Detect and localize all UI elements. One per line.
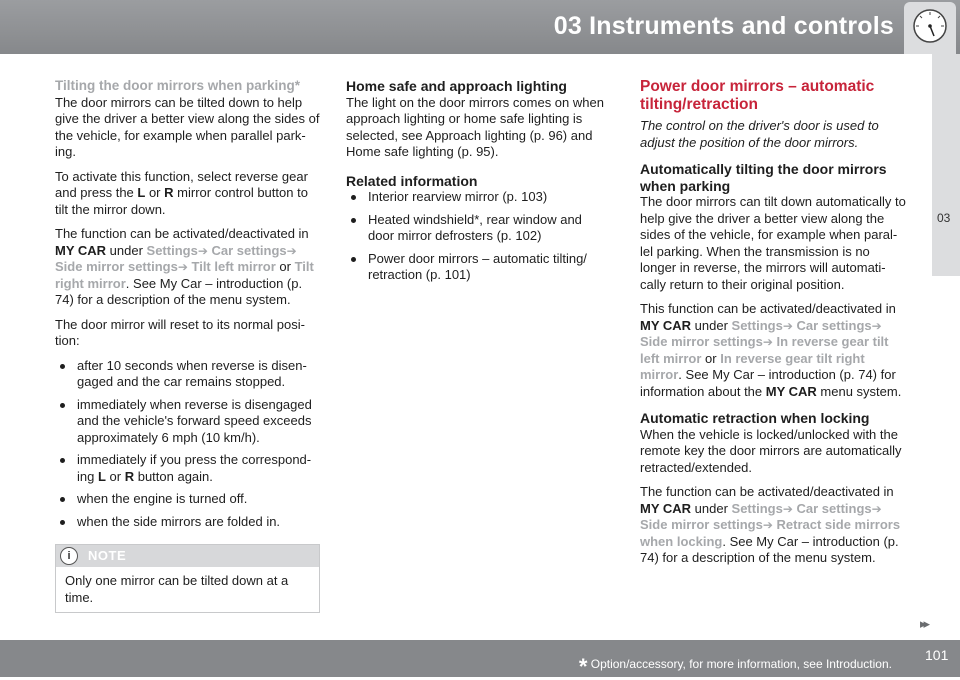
menu-tilt-right-mirror: Tilt right mirror <box>55 259 314 291</box>
column-tilting-mirrors <box>55 78 322 613</box>
related-link[interactable]: Power door mirrors – automatic tilting/ retraction (p. 101) <box>346 251 608 284</box>
paragraph: When the vehicle is locked/unlocked with the remote key the door mirrors are automatically retracted/extended. <box>640 426 902 475</box>
info-icon: i <box>60 547 78 565</box>
arrow-right-icon: ➔ <box>177 260 188 274</box>
subheading-auto-tilt: Automatically tilting the door mirrors when parking <box>640 161 887 194</box>
section-heading-home-safe: Home safe and approach lighting <box>346 78 567 94</box>
menu-side-mirror-settings: Side mirror settings <box>640 517 763 532</box>
column-power-door-mirrors <box>640 78 908 575</box>
intro-paragraph: The control on the driver's door is used to adjust the position of the door mirrors. <box>640 118 879 150</box>
related-link[interactable]: Heated windshield*, rear window and door mirror defrosters (p. 102) <box>346 212 608 245</box>
menu-path-paragraph: This function can be activated/deactivated in MY CAR under Settings➔ Car settings➔ Side mirror settings➔ In reverse gear tilt left mirror or In reverse gear tilt right mirror. See My Car – introduction (p. 74) for information about the MY CAR menu system. <box>640 301 902 399</box>
menu-car-settings: Car settings <box>796 317 872 333</box>
menu-path-paragraph: The function can be activated/deactivated in MY CAR under Settings➔ Car settings➔ Side mirror settings➔ Tilt left mirror or Tilt right mirror. See My Car – introduction (p. 74) for a description of the menu system. <box>55 226 314 307</box>
list-item: after 10 seconds when reverse is disen-gaged and the car remains stopped. <box>55 358 322 391</box>
list-item: when the engine is turned off. <box>55 491 322 508</box>
related-links-list <box>346 189 608 284</box>
paragraph: The door mirror will reset to its normal posi-tion: <box>55 316 305 348</box>
column-home-safe-lighting <box>346 78 608 290</box>
menu-side-mirror-settings: Side mirror settings <box>640 334 763 349</box>
paragraph: The door mirrors can tilt down automatically to help give the driver a better view along the sides of the vehicle, for example when paral-lel parking. When the transmission is no longer in reverse, the mirrors will automati-cally return to their original position. <box>640 194 906 292</box>
button-label-l: L <box>137 185 146 200</box>
my-car-label: MY CAR <box>640 317 692 333</box>
my-car-label: MY CAR <box>640 500 692 516</box>
arrow-right-icon: ➔ <box>286 243 297 258</box>
menu-side-mirror-settings: Side mirror settings <box>55 259 178 274</box>
menu-tilt-left-mirror: Tilt left mirror <box>191 259 276 274</box>
speedometer-gauge-icon <box>904 2 956 54</box>
arrow-right-icon: ➔ <box>762 335 773 349</box>
footer-note: * Option/accessory, for more information, see Introduction. <box>578 654 892 679</box>
note-box <box>55 544 320 613</box>
page-header <box>0 0 960 54</box>
arrow-right-icon: ➔ <box>871 318 882 333</box>
related-information-heading: Related information <box>346 172 478 189</box>
list-item: when the side mirrors are folded in. <box>55 514 322 531</box>
button-label-r: R <box>164 185 174 200</box>
paragraph: The door mirrors can be tilted down to help give the driver a better view along the sides of the vehicle, for example when parallel park-ing. <box>55 94 320 159</box>
menu-car-settings: Car settings <box>796 500 872 516</box>
next-page-icon[interactable]: ▸▸ <box>920 616 928 631</box>
reset-conditions-list <box>55 358 322 531</box>
arrow-right-icon: ➔ <box>782 501 793 516</box>
chapter-side-tab[interactable] <box>932 54 960 276</box>
menu-settings: Settings <box>146 242 198 258</box>
arrow-right-icon: ➔ <box>871 501 882 516</box>
paragraph: The light on the door mirrors comes on when approach lighting or home safe lighting is selected, see Approach lighting (p. 96) and Home safe lighting (p. 95). <box>346 94 604 159</box>
menu-path-paragraph: The function can be activated/deactivated in MY CAR under Settings➔ Car settings➔ Side mirror settings➔ Retract side mirrors when locking. See My Car – introduction (p. 74) for a description of the menu system. <box>640 484 901 565</box>
note-body: Only one mirror can be tilted down at a time. <box>65 573 289 605</box>
note-title: NOTE <box>88 548 127 563</box>
note-header <box>56 545 319 567</box>
menu-settings: Settings <box>731 317 783 333</box>
subheading-auto-retract: Automatic retraction when locking <box>640 410 870 426</box>
list-item: immediately if you press the correspond-ing L or R button again. <box>55 452 322 485</box>
section-heading-power-mirrors: Power door mirrors – automatic tilting/retraction <box>640 78 875 113</box>
menu-in-reverse-tilt-left: In reverse gear tilt left mirror <box>640 334 889 366</box>
arrow-right-icon: ➔ <box>782 318 793 333</box>
my-car-label: MY CAR <box>765 383 817 399</box>
page-number: 101 <box>925 647 949 663</box>
chapter-tab-label: 03 <box>937 211 951 225</box>
menu-in-reverse-tilt-right: In reverse gear tilt right mirror <box>640 350 865 382</box>
menu-car-settings: Car settings <box>211 242 287 258</box>
menu-settings: Settings <box>731 500 783 516</box>
paragraph: To activate this function, select reverse gear and press the L or R mirror control button to tilt the mirror down. <box>55 168 308 217</box>
page-footer <box>0 640 960 677</box>
related-link[interactable]: Interior rearview mirror (p. 103) <box>346 189 608 206</box>
list-item: immediately when reverse is disengaged and the vehicle's forward speed exceeds approximately 6 mph (10 km/h). <box>55 397 322 447</box>
arrow-right-icon: ➔ <box>762 518 773 532</box>
chapter-title: 03 Instruments and controls <box>553 12 894 40</box>
menu-retract-side-mirrors: Retract side mirrors when locking <box>640 517 901 549</box>
section-heading-tilting: Tilting the door mirrors when parking* <box>55 78 301 93</box>
my-car-label: MY CAR <box>55 242 107 258</box>
arrow-right-icon: ➔ <box>197 243 208 258</box>
